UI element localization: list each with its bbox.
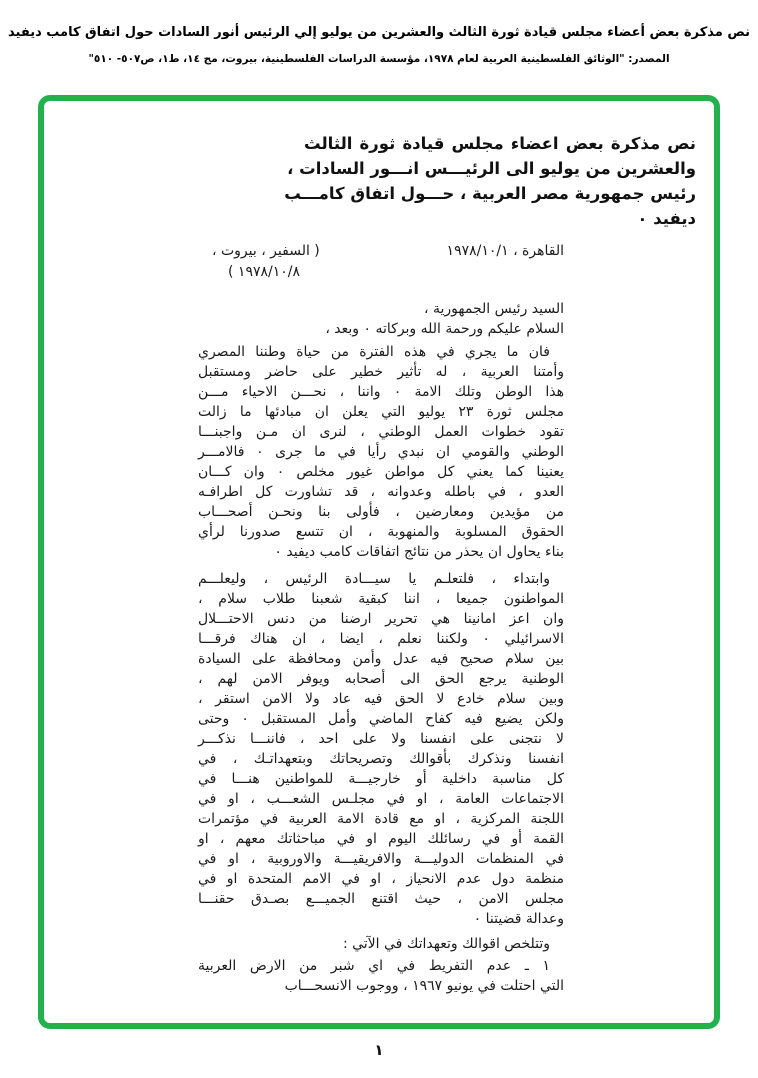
- text-line: الوطني والقومي ان نبدي رأيا في ما جرى ٠ فالامـــر: [198, 444, 564, 460]
- paragraph-2: [198, 569, 564, 929]
- memo-title: [284, 131, 696, 231]
- text-line: العدو ، في باطله وعدوانه ، قد تشاورت كل اطرافـه: [198, 484, 564, 500]
- page-header: [0, 24, 758, 66]
- text-line: انفسنا ونذكرك بأقوالك وتصريحاتك وبتعهداتـك ، في: [198, 751, 564, 767]
- text-line: وعدالة قضيتنا ٠: [473, 911, 564, 927]
- dateline-row: [198, 241, 564, 262]
- text-line: الوطنية يرجع الحق الى أصحابه ويوفر الامن لهم ،: [198, 671, 564, 687]
- dateline-place-date: القاهرة ، ١٩٧٨/١٠/١: [446, 243, 564, 259]
- paragraph-1: [198, 342, 564, 562]
- text-line: مجلس ثورة ٢٣ يوليو التي يعلن ان مبادئها ما زالت: [198, 404, 564, 420]
- text-line: وبين سلام خادع لا الحق فيه عاد ولا الامن استقر ،: [198, 691, 564, 707]
- text-line: السلام عليكم ورحمة الله وبركاته ٠ وبعد ،: [325, 321, 564, 337]
- text-line: ١ ـ عدم التفريط في اي شبر من الارض العربية: [198, 958, 550, 974]
- text-line: بناء يحاول ان يحذر من نتائج اتفاقات كامب ديفيد ٠: [274, 544, 564, 560]
- paragraph-4: [198, 956, 564, 996]
- paragraph-3: [198, 934, 564, 954]
- text-line: تقود خطوات العمل الوطني ، لنرى ان مـن واجبنـــا: [198, 424, 564, 440]
- text-line: منظمة دول عدم الانحياز ، او في الامم المتحدة او في: [198, 871, 564, 887]
- text-line: المواطنون جميعا ، اننا كبقية شعبنا طلاب سلام ،: [198, 591, 564, 607]
- text-line: القمة أو في رسائلك اليوم او في مباحثاتك معهم ، او: [198, 831, 564, 847]
- text-line: في المنظمات الدوليـــة والافريقيـــة والاوروبية ، او في: [198, 851, 564, 867]
- text-line: الاسرائيلي ٠ ولكننا نعلم ، ايضا ، ان هناك فرقـــا: [198, 631, 565, 647]
- header-source: المصدر: "الوثائق الفلسطينية العربية لعام ١٩٧٨، مؤسسة الدراسات الفلسطينية، بيروت، مج ١٤، ط١، ص٥٠٧- ٥١٠": [88, 53, 670, 65]
- text-line: وابتداء ، فلتعلـم يا سيـــادة الرئيس ، وليعلـــم: [198, 571, 550, 587]
- dateline-source-ref: ( السفير ، بيروت ،: [212, 243, 320, 259]
- text-line: لا نتجنى على انفسنا ولا على احد ، فاننـــا نذكـــر: [198, 731, 564, 747]
- salutation: [198, 299, 564, 339]
- header-title: نص مذكرة بعض أعضاء مجلس قيادة ثورة الثالث والعشرين من يوليو إلي الرئيس أنور السادات حول اتفاق كامب ديفيد: [8, 25, 750, 40]
- text-line: وتتلخص اقوالك وتعهداتك في الآتي :: [342, 936, 550, 952]
- text-line: نص مذكرة بعض اعضاء مجلس قيادة ثورة الثالث: [304, 134, 696, 153]
- text-line: فان ما يجري في هذه الفترة من حياة وطننا المصري: [198, 344, 550, 360]
- text-line: هذا الوطن وتلك الامة ٠ واننا ، نحـــن الاحياء مـــن: [198, 384, 564, 400]
- text-line: بين سلام صحيح فيه عدل وأمن ومحافظة على السيادة: [198, 651, 564, 667]
- text-line: يعنينا كما يعني كل مواطن غيور مخلص ٠ وان كـــان: [198, 464, 565, 480]
- text-line: مجلس الامن ، حيث اقتنع الجميـــع بصـدق حقنـــا: [198, 891, 564, 907]
- text-line: ديفيد ٠: [637, 209, 696, 228]
- text-line: السيد رئيس الجمهورية ،: [424, 301, 564, 317]
- text-line: ولكن يضيع فيه كفاح الماضي وأمل المستقبل ٠ وحتى: [198, 711, 564, 727]
- text-line: من مؤيدين ومعارضين ، فأولى بنا ونحـن أصحـــاب: [198, 504, 564, 520]
- page-number: ١: [374, 1041, 384, 1059]
- text-line: التي احتلت في يونيو ١٩٦٧ ، ووجوب الانسحـــاب: [284, 978, 564, 994]
- text-line: الحقوق المسلوبة والمنهوبة ، ان تتسع صدورنا لرأي: [198, 524, 564, 540]
- text-line: والعشرين من يوليو الى الرئيـــس انـــور السادات ،: [287, 159, 696, 178]
- text-line: وأمتنا العربية ، له تأثير خطير على حاضر ومستقبل: [198, 364, 564, 380]
- text-line: اللجنة المركزية ، او مع قادة الامة العربية في مؤتمرات: [198, 811, 564, 827]
- dateline: [198, 241, 564, 283]
- text-line: رئيس جمهورية مصر العربية ، حـــول اتفاق كامـــب: [284, 184, 696, 203]
- document-frame: [38, 95, 720, 1029]
- dateline-source-date: ١٩٧٨/١٠/٨ ): [228, 264, 300, 280]
- text-line: الاجتماعات العامة ، او في مجلـس الشعـــب ، او في: [198, 791, 564, 807]
- text-line: وان اعز امانينا هي تحرير ارضنا من دنس الاحتـــلال: [198, 611, 564, 627]
- text-line: كل مناسبة داخلية أو خارجيـــة للمواطنين هنـــا في: [198, 771, 564, 787]
- memo-body: [198, 241, 564, 996]
